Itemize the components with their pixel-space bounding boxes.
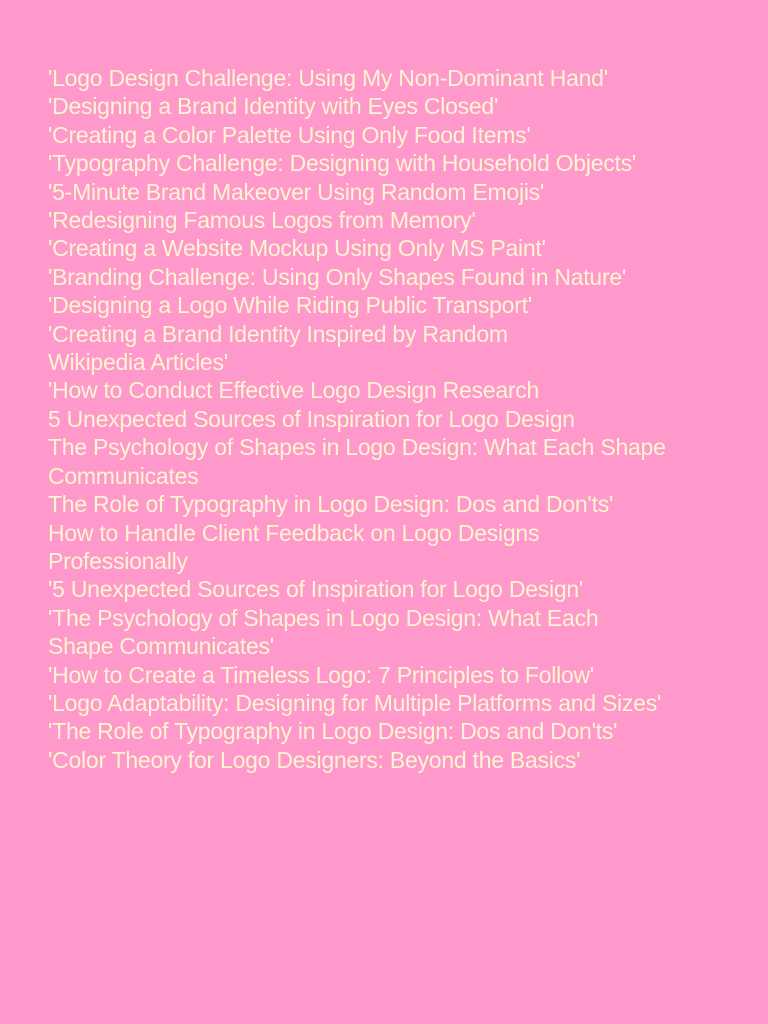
- title-item: The Psychology of Shapes in Logo Design: What Each Shape Communicates: [48, 434, 666, 489]
- title-item: How to Handle Client Feedback on Logo Designs Professionally: [48, 519, 540, 574]
- title-item: 'Creating a Color Palette Using Only Food Items': [48, 121, 531, 148]
- title-item: 5 Unexpected Sources of Inspiration for Logo Design: [48, 405, 575, 432]
- title-item: The Role of Typography in Logo Design: Dos and Don'ts': [48, 491, 614, 518]
- title-item: 'Designing a Logo While Riding Public Transport': [48, 292, 532, 319]
- title-item: 'Redesigning Famous Logos from Memory': [48, 207, 476, 234]
- title-item: '5 Unexpected Sources of Inspiration for Logo Design': [48, 576, 584, 603]
- title-list-page: [48, 64, 708, 774]
- title-item: 'How to Conduct Effective Logo Design Research: [48, 377, 540, 404]
- title-item: 'Logo Adaptability: Designing for Multiple Platforms and Sizes': [48, 689, 662, 716]
- title-item: 'Designing a Brand Identity with Eyes Closed': [48, 93, 499, 120]
- title-item: 'Typography Challenge: Designing with Household Objects': [48, 150, 637, 177]
- title-item: 'The Role of Typography in Logo Design: Dos and Don'ts': [48, 718, 618, 745]
- title-list: [48, 64, 708, 774]
- title-item: 'Creating a Brand Identity Inspired by Random Wikipedia Articles': [48, 320, 508, 376]
- title-item: 'The Psychology of Shapes in Logo Design: What Each Shape Communicates': [48, 604, 599, 660]
- title-item: 'Branding Challenge: Using Only Shapes Found in Nature': [48, 263, 627, 290]
- title-item: 'Logo Design Challenge: Using My Non-Dominant Hand': [48, 65, 608, 91]
- title-item: '5-Minute Brand Makeover Using Random Emojis': [48, 178, 545, 205]
- title-item: 'Color Theory for Logo Designers: Beyond the Basics': [48, 746, 581, 773]
- title-item: 'How to Create a Timeless Logo: 7 Principles to Follow': [48, 661, 594, 688]
- title-item: 'Creating a Website Mockup Using Only MS Paint': [48, 235, 546, 262]
